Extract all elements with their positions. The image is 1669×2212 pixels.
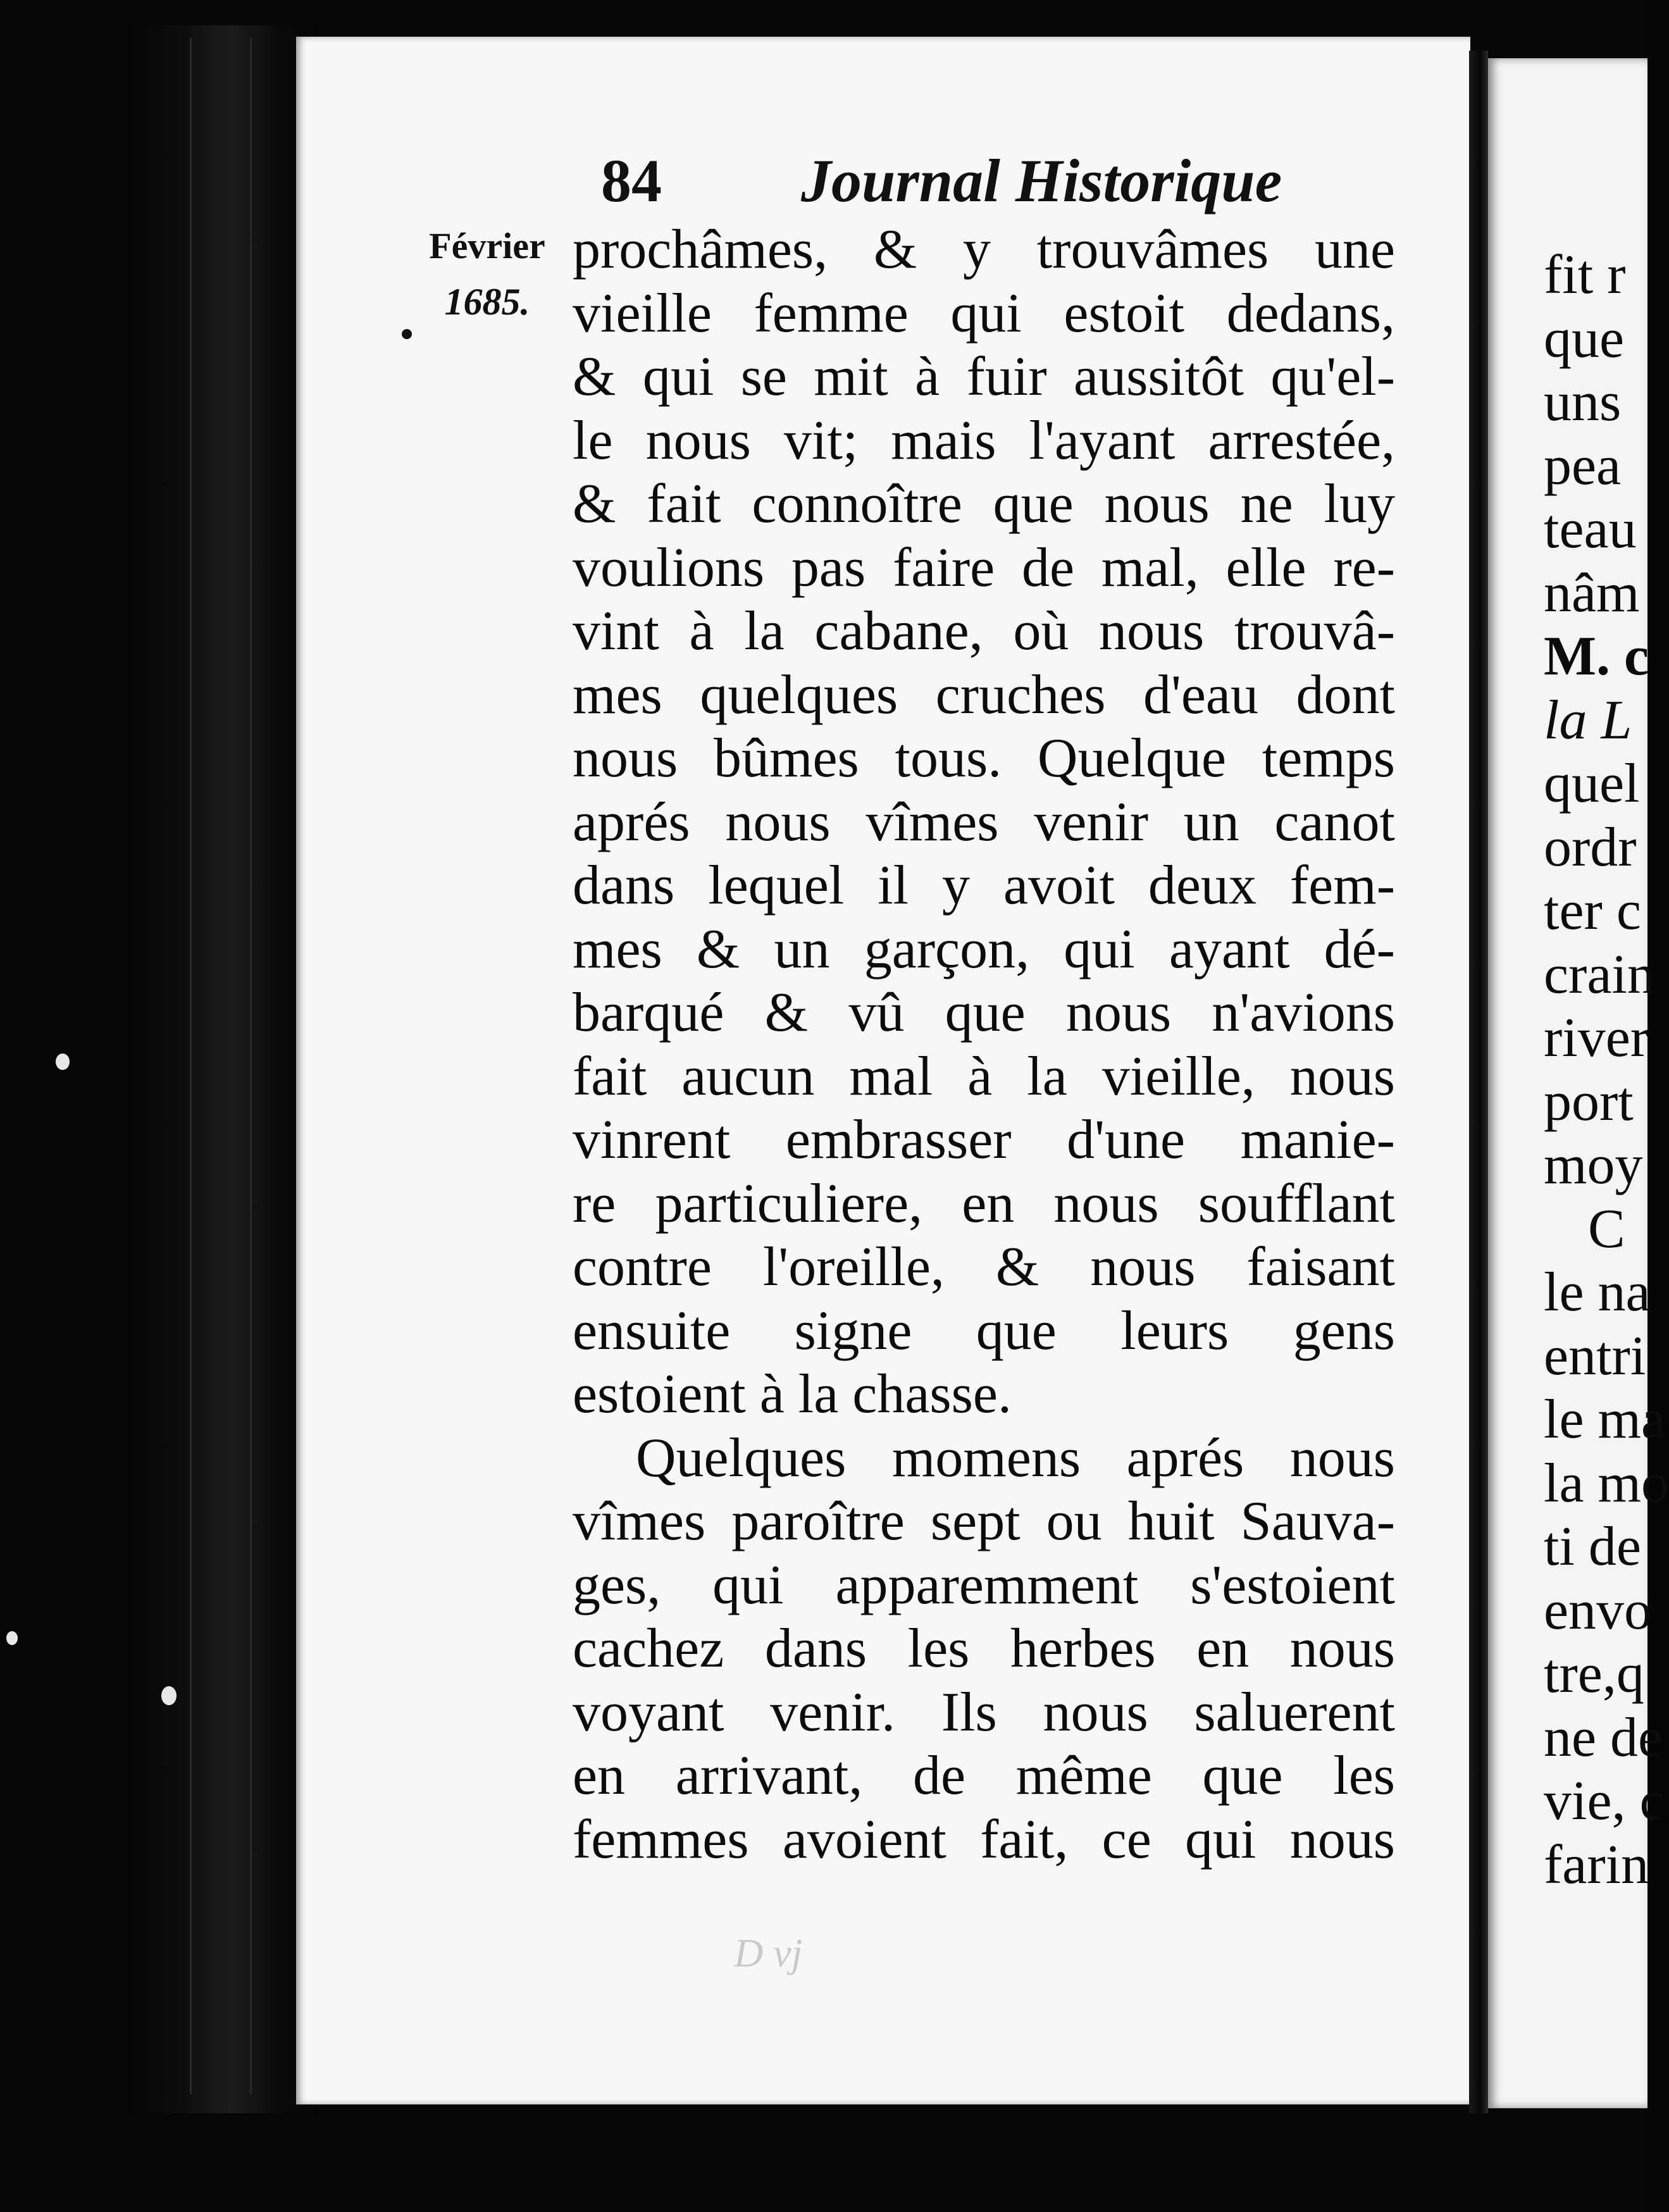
text-line: contre l'oreille, & nous faisant <box>573 1236 1395 1298</box>
text-line: mes & un garçon, qui ayant dé- <box>573 918 1395 980</box>
facing-text-line: C <box>1588 1198 1625 1260</box>
facing-text-line: quel <box>1544 753 1640 814</box>
bleed-through-signature: D vj <box>734 1930 803 1975</box>
text-line: en arrivant, de même que les <box>573 1745 1395 1806</box>
text-line: & qui se mit à fuir aussitôt qu'el- <box>573 346 1395 407</box>
running-title: Journal Historique <box>801 147 1282 214</box>
facing-text-line: crain <box>1544 943 1655 1005</box>
text-line: vint à la cabane, où nous trouvâ- <box>573 600 1395 662</box>
ink-dot <box>402 329 412 339</box>
margin-note-year: 1685. <box>444 281 530 323</box>
facing-text-line: la L <box>1544 689 1632 751</box>
binding-edge-line <box>190 38 192 2094</box>
margin-note-month: Février <box>429 225 545 266</box>
facing-text-line: port <box>1544 1071 1634 1133</box>
facing-text-line: ti de <box>1544 1516 1641 1577</box>
facing-text-line: entri <box>1544 1325 1646 1387</box>
facing-text-line: envo <box>1544 1579 1653 1641</box>
facing-text-line: tre,q <box>1544 1643 1644 1705</box>
page-header <box>601 146 1282 221</box>
text-line: vinrent embrasser d'une manie- <box>573 1109 1395 1171</box>
page-number: 84 <box>601 147 662 214</box>
text-line: estoient à la chasse. <box>573 1364 1012 1425</box>
facing-text-line: le ma <box>1544 1389 1666 1450</box>
text-line: nous bûmes tous. Quelque temps <box>573 728 1395 789</box>
binding-edge-line <box>250 38 252 2094</box>
facing-text-line: M. c <box>1544 626 1649 687</box>
facing-text-line: ter c <box>1544 880 1641 941</box>
text-line: re particuliere, en nous soufflant <box>573 1172 1395 1234</box>
text-line: femmes avoient fait, ce qui nous <box>573 1808 1395 1870</box>
text-line: vieille femme qui estoit dedans, <box>573 282 1395 344</box>
text-line: cachez dans les herbes en nous <box>573 1618 1395 1679</box>
facing-text-line: moy <box>1544 1134 1643 1196</box>
facing-text-line: que <box>1544 308 1625 370</box>
margin-note <box>414 218 560 330</box>
facing-text-line: river <box>1544 1007 1649 1069</box>
facing-text-line: uns <box>1544 371 1622 433</box>
facing-text-line: vie, c <box>1544 1770 1665 1832</box>
facing-text-line: ne de <box>1544 1706 1663 1768</box>
text-line: mes quelques cruches d'eau dont <box>573 664 1395 726</box>
text-line: le nous vit; mais l'ayant arrestée, <box>573 409 1395 471</box>
text-line: ges, qui apparemment s'estoient <box>573 1554 1395 1616</box>
text-line: fait aucun mal à la vieille, nous <box>573 1045 1395 1107</box>
text-line: & fait connoître que nous ne luy <box>573 473 1395 535</box>
text-line: vîmes paroître sept ou huit Sauva- <box>573 1491 1395 1552</box>
text-line: voulions pas faire de mal, elle re- <box>573 537 1395 599</box>
text-line: aprés nous vîmes venir un canot <box>573 791 1395 853</box>
page-gutter <box>1469 51 1488 2113</box>
dust-speck <box>6 1631 18 1645</box>
book-binding <box>127 25 316 2113</box>
dust-speck <box>161 1686 177 1705</box>
facing-text-line: nâm <box>1544 562 1640 624</box>
dust-speck <box>56 1053 70 1070</box>
paragraph-start-line: Quelques momens aprés nous <box>636 1427 1395 1489</box>
facing-text-line: le na <box>1544 1262 1651 1323</box>
facing-text-line: teau <box>1544 499 1637 560</box>
text-line: voyant venir. Ils nous saluerent <box>573 1681 1395 1743</box>
text-line: ensuite signe que leurs gens <box>573 1300 1395 1362</box>
facing-text-line: ordr <box>1544 816 1637 878</box>
text-line: prochâmes, & y trouvâmes une <box>573 219 1395 280</box>
facing-page-text <box>1544 244 1669 1897</box>
text-line: dans lequel il y avoit deux fem- <box>573 855 1395 916</box>
facing-text-line: farin <box>1544 1834 1649 1896</box>
text-line: barqué & vû que nous n'avions <box>573 982 1395 1043</box>
facing-text-line: pea <box>1544 435 1622 497</box>
body-text <box>573 218 1395 1872</box>
facing-text-line: la mo <box>1544 1452 1669 1514</box>
facing-text-line: fit r <box>1544 244 1626 306</box>
